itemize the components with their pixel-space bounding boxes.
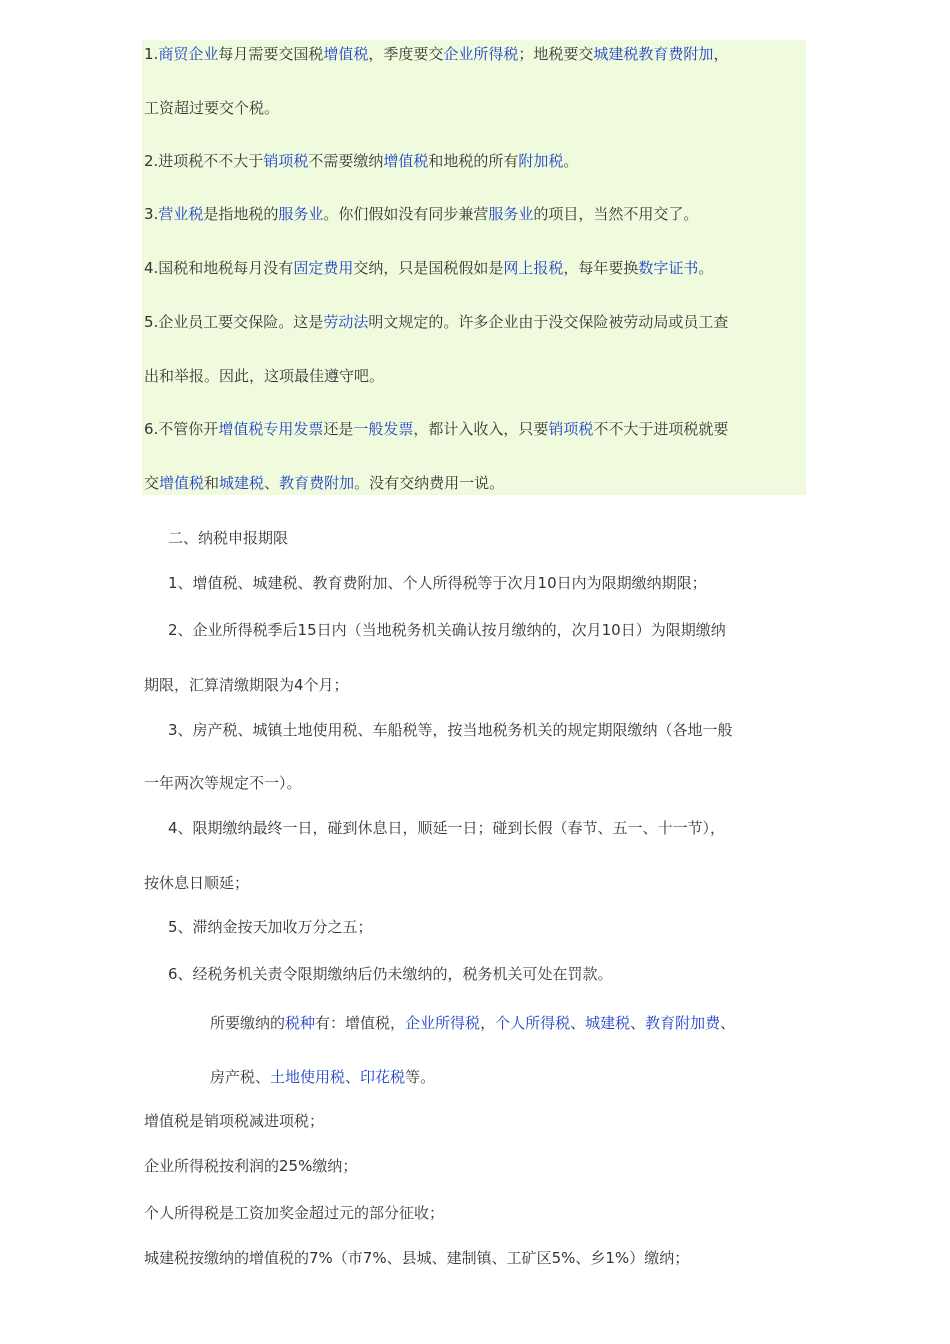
text-segment: 、 <box>345 1068 361 1086</box>
text-segment: 等。 <box>405 1068 436 1086</box>
highlight-line <box>144 97 279 119</box>
inline-link[interactable]: 增值税 <box>323 45 369 63</box>
inline-link[interactable]: 教育费附加 <box>638 45 714 63</box>
text-segment: 、 <box>264 474 280 492</box>
inline-link[interactable]: 增值税专用发票 <box>218 420 324 438</box>
deadline-item: 6、经税务机关责令限期缴纳后仍未缴纳的，税务机关可处在罚款。 <box>168 965 613 983</box>
inline-link[interactable]: 服务业 <box>488 205 534 223</box>
deadline-item: 3、房产税、城镇土地使用税、车船税等，按当地税务机关的规定期限缴纳（各地一般 <box>168 721 733 739</box>
inline-link[interactable]: 税种 <box>285 1014 316 1032</box>
summary-line: 企业所得税按利润的25%缴纳； <box>144 1157 358 1175</box>
text-segment: ，季度要交 <box>368 45 444 63</box>
text-segment: 和地税的所有 <box>428 152 519 170</box>
text-segment: 。 <box>563 152 579 170</box>
text-segment: ， <box>480 1014 496 1032</box>
inline-link[interactable]: 营业税 <box>158 205 204 223</box>
text-segment: 明文规定的。许多企业由于没交保险被劳动局或员工查 <box>368 313 729 331</box>
inline-link[interactable]: 附加税 <box>518 152 564 170</box>
inline-link[interactable]: 劳动法 <box>323 313 369 331</box>
text-segment: 4.国税和地税每月没有 <box>144 259 294 277</box>
text-segment: 有：增值税， <box>315 1014 406 1032</box>
inline-link[interactable]: 企业所得税 <box>443 45 519 63</box>
tax-types-line <box>210 1012 735 1034</box>
text-segment: 的项目，当然不用交了。 <box>533 205 699 223</box>
summary-line: 城建税按缴纳的增值税的7%（市7%、县城、建制镇、工矿区5%、乡1%）缴纳； <box>144 1249 690 1267</box>
inline-link[interactable]: 教育费附加 <box>279 474 355 492</box>
text-segment: 1. <box>144 45 159 63</box>
text-segment: 是指地税的 <box>203 205 279 223</box>
inline-link[interactable]: 商贸企业 <box>158 45 219 63</box>
text-segment: 、 <box>720 1014 736 1032</box>
text-segment: 交 <box>144 474 160 492</box>
text-segment: ， <box>713 45 729 63</box>
text-segment: 、 <box>630 1014 646 1032</box>
inline-link[interactable]: 城建税 <box>585 1014 631 1032</box>
text-segment: 。你们假如没有同步兼营 <box>323 205 489 223</box>
inline-link[interactable]: 销项税 <box>548 420 594 438</box>
text-segment: 3. <box>144 205 159 223</box>
text-segment: 交纳，只是国税假如是 <box>353 259 504 277</box>
text-segment: 房产税、 <box>210 1068 271 1086</box>
text-segment: 、 <box>570 1014 586 1032</box>
deadline-item: 4、限期缴纳最终一日，碰到休息日，顺延一日；碰到长假（春节、五一、十一节）， <box>168 819 726 837</box>
deadline-item: 一年两次等规定不一）。 <box>144 774 302 792</box>
text-segment: 和 <box>204 474 220 492</box>
inline-link[interactable]: 固定费用 <box>293 259 354 277</box>
section-title: 二、纳税申报期限 <box>168 529 289 547</box>
deadline-item: 按休息日顺延； <box>144 874 250 892</box>
inline-link[interactable]: 数字证书 <box>638 259 699 277</box>
highlight-line <box>144 311 728 333</box>
text-segment: 5.企业员工要交保险。这是 <box>144 313 324 331</box>
deadline-item: 5、滞纳金按天加收万分之五； <box>168 918 373 936</box>
inline-link[interactable]: 增值税 <box>159 474 205 492</box>
highlight-line <box>144 472 504 494</box>
summary-line: 个人所得税是工资加奖金超过元的部分征收； <box>144 1204 445 1222</box>
highlight-line <box>144 257 713 279</box>
deadline-item: 1、增值税、城建税、教育费附加、个人所得税等于次月10日内为限期缴纳期限； <box>168 574 707 592</box>
text-segment: ，都计入收入，只要 <box>413 420 549 438</box>
inline-link[interactable]: 土地使用税 <box>270 1068 346 1086</box>
summary-line: 增值税是销项税减进项税； <box>144 1112 325 1130</box>
text-segment: ，每年要换 <box>563 259 639 277</box>
text-segment: 出和举报。因此，这项最佳遵守吧。 <box>144 367 385 385</box>
tax-types-line <box>210 1066 435 1088</box>
text-segment: 6.不管你开 <box>144 420 219 438</box>
inline-link[interactable]: 教育附加费 <box>645 1014 721 1032</box>
inline-link[interactable]: 城建税 <box>593 45 639 63</box>
inline-link[interactable]: 城建税 <box>219 474 265 492</box>
text-segment: ；地税要交 <box>518 45 594 63</box>
text-segment: 2.进项税不不大于 <box>144 152 264 170</box>
text-segment: 工资超过要交个税。 <box>144 99 280 117</box>
text-segment: 。 <box>698 259 714 277</box>
highlight-line <box>144 43 728 65</box>
inline-link[interactable]: 个人所得税 <box>495 1014 571 1032</box>
highlight-line <box>144 203 698 225</box>
text-segment: 不不大于进项税就要 <box>593 420 729 438</box>
inline-link[interactable]: 一般发票 <box>353 420 414 438</box>
text-segment: 还是 <box>323 420 354 438</box>
highlight-line <box>144 150 578 172</box>
inline-link[interactable]: 服务业 <box>278 205 324 223</box>
highlight-line <box>144 418 728 440</box>
inline-link[interactable]: 企业所得税 <box>405 1014 481 1032</box>
inline-link[interactable]: 增值税 <box>383 152 429 170</box>
inline-link[interactable]: 印花税 <box>360 1068 406 1086</box>
text-segment: 。没有交纳费用一说。 <box>354 474 505 492</box>
deadline-item: 2、企业所得税季后15日内（当地税务机关确认按月缴纳的，次月10日）为限期缴纳 <box>168 621 726 639</box>
highlight-line <box>144 365 384 387</box>
text-segment: 所要缴纳的 <box>210 1014 286 1032</box>
text-segment: 不需要缴纳 <box>308 152 384 170</box>
text-segment: 每月需要交国税 <box>218 45 324 63</box>
inline-link[interactable]: 销项税 <box>263 152 309 170</box>
inline-link[interactable]: 网上报税 <box>503 259 564 277</box>
deadline-item: 期限，汇算清缴期限为4个月； <box>144 676 349 694</box>
